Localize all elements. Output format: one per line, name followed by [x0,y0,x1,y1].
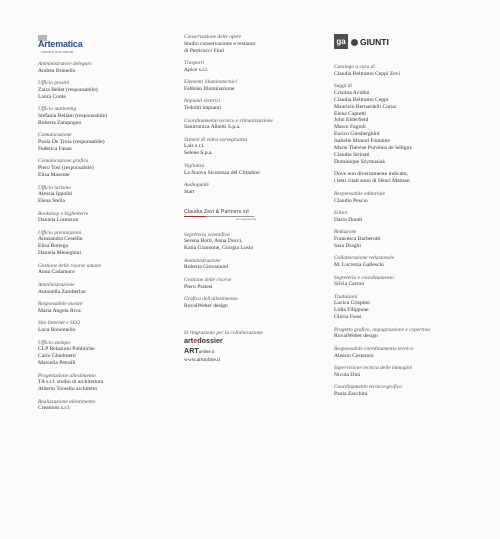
credit-role: Catalogo a cura di [334,64,375,70]
credit-name: Dominique Szymusiak [334,158,386,165]
credit-name: Maurizio Bernardelli Curuz [334,103,397,110]
credits-list [184,232,334,310]
credit-name: Nicola Dini [334,371,361,378]
credit-name: Laura Conte [38,93,66,100]
credit-block [38,282,168,296]
credit-name: Gloria Fossi [334,314,362,321]
credit-role: Ufficio marketing [38,106,77,113]
czp-red-rule [184,216,206,217]
partner-url: www.artonline.it [184,357,221,364]
credit-name: Tedoldi impianti [184,105,222,112]
credit-name: John Elderfield [334,117,369,124]
credit-role: Comunicazione grafica [38,158,89,165]
credit-name: Elisa Masente [38,171,70,178]
credit-role: Amministrazione [38,282,75,289]
credit-block [334,64,484,78]
credit-role: Ufficio prenotazioni [38,229,82,236]
credit-name: Lucica Crispino [334,300,370,307]
artedossier-logo: artedossier [184,336,223,346]
credit-name: i testi citati sono di Henri Matisse. [334,178,411,185]
credit-role: Responsabile mostre [38,301,83,308]
artematica-tagline: cultural & beni culturali [41,50,74,54]
credit-role: Sito Internet e SEO [38,320,80,327]
credit-name: Alessio Cestaroni [334,352,374,359]
credit-name: Dario Dondi [334,216,363,223]
credit-name: Start [184,188,195,195]
credit-name: Lais s.r.l. [184,143,205,150]
credit-role: Trasporti [184,60,205,67]
credit-role: Vigilanza [184,162,205,169]
credit-name: Alessia Ippoliti [38,191,73,198]
credit-name: CLP Relazioni Pubbliche [38,346,95,353]
credit-role: Conservazione delle opere [184,34,242,40]
credit-block [38,263,168,277]
credit-role: Ufficio prestiti [38,80,70,87]
credit-name: La Nuova Sicurezza del Cittadino [184,169,260,176]
credit-name: Serena Botti, Anna Ducci, [184,238,243,245]
credit-name: Elena Stella [38,198,65,205]
credit-block [334,83,484,166]
credit-block [184,232,334,252]
credit-name: Piero Tosi (responsabile) [38,165,94,172]
credit-block [334,327,484,341]
column-catalogue [334,34,484,404]
credit-name: Claudio Pescio [334,197,368,204]
credit-name: Alessandra Cesellin [38,236,83,243]
credit-role: Collaborazione redazionale [334,255,395,262]
credit-block [184,296,334,310]
credit-block [334,384,484,398]
credit-block [38,211,168,225]
credit-role: Responsabile coordinamento tecnico [334,345,414,352]
credit-name: Paola De Troia (responsabile) [38,138,105,145]
credit-name: Claudio Strinati [334,151,370,158]
credit-name: Selene S.p.a. [184,150,213,157]
credit-name: Carlo Ghielmetti [38,353,76,360]
credit-name: Fabbian Illuminazione [184,85,235,92]
giunti-mark-icon [351,39,358,46]
artematica-logo-text: Artematica [38,39,83,49]
credit-name: Enrico Ginsberghini [334,131,380,138]
credit-name: Lidia Filippone [334,307,369,314]
credit-name: Piero Pratesi [184,283,213,290]
credit-role: Responsabile editoriale [334,190,386,197]
credit-name: Elena Capretti [334,110,367,117]
credit-name: Antonella Zamberlan [38,288,86,295]
credit-name: Daniela Lorenzon [38,217,79,224]
czp-logo-text: Claudia Zevi & Partners srl [184,208,249,215]
credit-block [334,346,484,360]
credit-role: Elementi illuminotecnici [184,79,237,86]
credit-block [184,182,334,196]
credit-name: Apice s.r.l. [184,66,209,73]
credit-role: Amministratore delegato [38,61,92,67]
credit-block [334,229,484,249]
credit-role: Traduzioni [334,293,358,300]
credit-name: M. Lucrezia Galleschi [334,262,384,268]
credit-name: Francesca Barberotti [334,235,381,242]
credit-block [38,185,168,205]
credit-block [38,340,168,367]
credit-role: Ufficio turismo [38,184,71,191]
credit-name: Cristina Acidini [334,89,370,96]
credit-role: Coordinamento tecnico-grafico [334,384,402,391]
credit-block [334,210,484,224]
credit-name: Luca Bonomello [38,327,76,333]
credit-name: Sanitronica Alberti S.p.a. [184,124,241,131]
credit-role: Grafica dell'allestimento [184,296,238,303]
credit-name: Dove non diversamente indicato, [334,171,408,178]
credit-name: Sara Draghi [334,242,361,249]
credit-block [184,137,334,157]
credit-role: Progettazione allestimento [38,372,96,379]
credit-role: Saggi di [334,83,352,90]
giunti-logo: GIUNTI [351,37,389,47]
credit-role: Realizzazione allestimento [38,398,96,405]
artonline-logo: ARTonline.it [184,346,215,356]
credit-block [38,158,168,178]
credit-role: Comunicazione [38,132,72,139]
credit-block [38,320,168,334]
credit-name: Daniela Meneghini [38,250,82,257]
credit-role: Gestione delle risorse [184,276,232,283]
credit-name: Roberta Giovannini [184,264,229,271]
credit-role: Editor [334,210,348,217]
credit-block [38,230,168,257]
credit-block [184,60,334,74]
credit-name: Katia Giannone, Giorgia Losio [184,245,254,252]
credit-block [334,255,484,269]
credit-block [334,171,484,185]
credit-block [184,79,334,93]
column-services [184,34,334,363]
credit-role: Amministrazione [184,257,221,264]
credit-block [38,80,168,100]
partners-label: Si ringraziano per la collaborazione [184,329,263,336]
credit-name: Claudia Beltramo Ceppi [334,96,389,103]
credit-block [334,365,484,379]
credit-name: Roberta Zampogno [38,119,82,126]
credit-role: Ufficio stampa [38,339,70,346]
credits-list [334,64,484,398]
partners-section [184,330,334,364]
credit-name: Silvia Carron [334,281,364,288]
credit-name: Stefania Bellani (responsabile) [38,112,107,119]
credit-block [38,61,168,75]
credit-name: Studio conservazione e restauro [184,40,256,47]
credit-block [38,373,168,393]
credit-block [184,258,334,272]
credit-name: Elisa Bottega [38,243,68,250]
credit-block [38,301,168,315]
credit-block [184,34,334,54]
credit-name: TA s.r.l. studio di architettura [38,379,104,386]
credit-block [184,98,334,112]
credit-block [184,163,334,177]
credit-block [38,132,168,152]
credit-block [184,277,334,291]
credit-block [38,399,168,413]
artematica-logo [38,34,168,58]
credit-name: Claudia Beltramo Ceppi Zevi [334,70,401,77]
credit-block [184,118,334,132]
credit-block [334,275,484,289]
credit-name: Maria Angela Riva [38,307,81,314]
credit-role: Coordinamento tecnico e climatizzazione [184,117,273,124]
credit-role: Bookshop e biglietterie [38,210,89,217]
credit-role: Segreteria scientifica [184,231,230,238]
credit-name: Anna Cadamuro [38,269,75,276]
credit-role: Supervisione tecnica delle immagini [334,365,413,372]
credit-name: Marie Thérèse Pulvénis de Séligny [334,145,413,152]
credit-name: Marco Fagioli [334,124,366,131]
credit-role: Gestione delle risorse umane [38,262,102,269]
credit-name: Creations s.r.l. [38,405,71,412]
credit-name: Paola Zacchini [334,390,368,397]
credit-name: Federica Fasan [38,145,72,152]
credit-name: di Perticucci Fiori [184,47,225,54]
column-artematica [38,34,168,418]
credit-name: RovaiWeber design [334,333,378,340]
czp-logo-subtitle: art engineering [236,216,257,221]
credit-block [334,191,484,205]
credit-name: Zaira Bellet (responsabile) [38,86,98,93]
credit-role: Redazione [334,229,357,236]
czp-logo [184,209,334,223]
credits-list [184,34,334,196]
credits-list [38,61,168,412]
ga-logo: ga [334,34,348,49]
credit-role: Audioguide [184,182,209,189]
credit-role: Segreteria e coordinamento [334,274,394,281]
credit-block [334,294,484,321]
publisher-logos [334,34,484,58]
credit-name: Marcella Petralli [38,360,76,366]
credit-name: RovaiWeber design [184,302,228,309]
credit-name: Isabelle Monod Fontaine [334,138,390,145]
credit-name: Andrea Brunello [38,67,76,74]
credit-name: Alberto Torsello architetto [38,386,98,393]
credit-role: Progetto grafico, impaginazione e copertina [334,326,430,333]
credit-role: Sistemi di video sorveglianza [184,136,248,143]
credit-block [38,106,168,126]
credit-role: Impianti elettrici [184,98,221,105]
